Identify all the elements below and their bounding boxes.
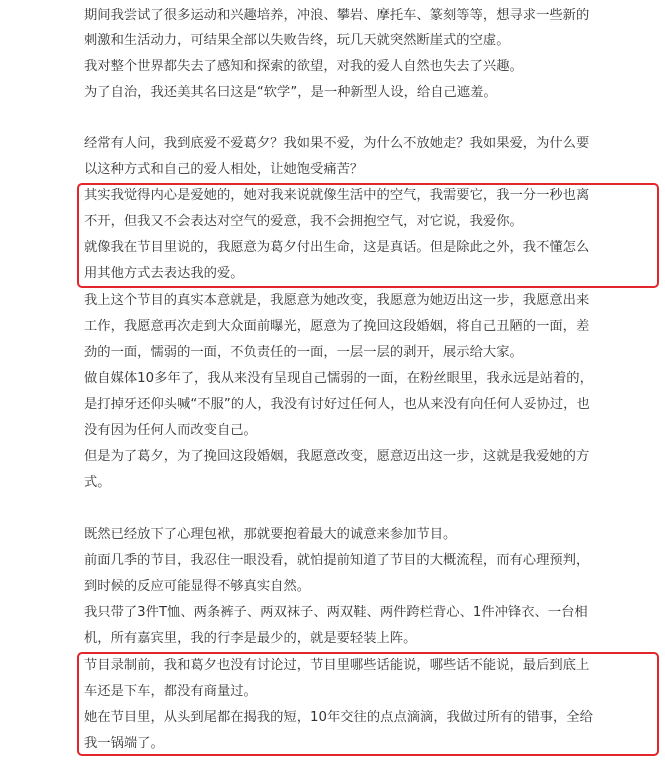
highlight-box-bottom [77,652,659,756]
paragraph-line: 劲的一面，懦弱的一面，不负责任的一面，一层一层的剥开，展示给大家。 [84,345,523,360]
highlighted-line: 用其他方式去表达我的爱。 [84,266,244,281]
paragraph-line: 机，所有嘉宾里，我的行李是最少的，就是要轻装上阵。 [84,631,417,646]
paragraph-line: 期间我尝试了很多运动和兴趣培养，冲浪、攀岩、摩托车、篆刻等等，想寻求一些新的 [84,8,590,23]
paragraph-line: 式。 [84,475,111,490]
highlight-box-top [77,183,659,288]
highlighted-line: 其实我觉得内心是爱她的，她对我来说就像生活中的空气，我需要它，我一分一秒也离 [84,188,590,203]
highlighted-line: 我一锅端了。 [84,736,164,751]
paragraph-line: 既然已经放下了心理包袱，那就要抱着最大的诚意来参加节目。 [84,527,457,542]
paragraph-line: 为了自治，我还美其名曰这是“软学”，是一种新型人设，给自己遮羞。 [84,85,497,100]
paragraph-line: 我只带了3件T恤、两条裤子、两双袜子、两双鞋、两件跨栏背心、1件冲锋衣、一台相 [84,605,588,620]
paragraph-line: 没有因为任何人而改变自己。 [84,423,257,438]
paragraph-line: 但是为了葛夕，为了挽回这段婚姻，我愿意改变，愿意迈出这一步，这就是我爱她的方 [84,449,590,464]
highlighted-line: 不开，但我又不会表达对空气的爱意，我不会拥抱空气，对它说，我爱你。 [84,214,523,229]
paragraph-line: 前面几季的节目，我忍住一眼没看，就怕提前知道了节目的大概流程，而有心理预判， [84,553,590,568]
paragraph-line: 经常有人问，我到底爱不爱葛夕？我如果不爱，为什么不放她走？我如果爱，为什么要 [84,136,590,151]
paragraph-line: 我上这个节目的真实本意就是，我愿意为她改变，我愿意为她迈出这一步，我愿意出来 [84,293,590,308]
highlighted-line: 她在节目里，从头到尾都在揭我的短，10年交往的点点滴滴，我做过所有的错事，全给 [84,710,593,725]
highlighted-line: 节目录制前，我和葛夕也没有讨论过，节目里哪些话能说，哪些话不能说，最后到底上 [84,658,590,673]
paragraph-line: 是打掉牙还仰头喊“不服”的人，我没有讨好过任何人，也从来没有向任何人妥协过，也 [84,397,590,412]
highlighted-line: 车还是下车，都没有商量过。 [84,684,257,699]
paragraph-line: 我对整个世界都失去了感知和探索的欲望，对我的爱人自然也失去了兴趣。 [84,59,523,74]
highlighted-line: 就像我在节目里说的，我愿意为葛夕付出生命，这是真话。但是除此之外，我不懂怎么 [84,240,590,255]
paragraph-line: 到时候的反应可能显得不够真实自然。 [84,579,311,594]
paragraph-line: 刺激和生活动力，可结果全部以失败告终，玩几天就突然断崖式的空虚。 [84,33,510,48]
paragraph-line: 工作，我愿意再次走到大众面前曝光，愿意为了挽回这段婚姻，将自己丑陋的一面，差 [84,319,590,334]
paragraph-line: 做自媒体10多年了，我从来没有呈现自己懦弱的一面，在粉丝眼里，我永远是站着的， [84,371,593,386]
paragraph-line: 以这种方式和自己的爱人相处，让她饱受痛苦？ [84,162,364,177]
